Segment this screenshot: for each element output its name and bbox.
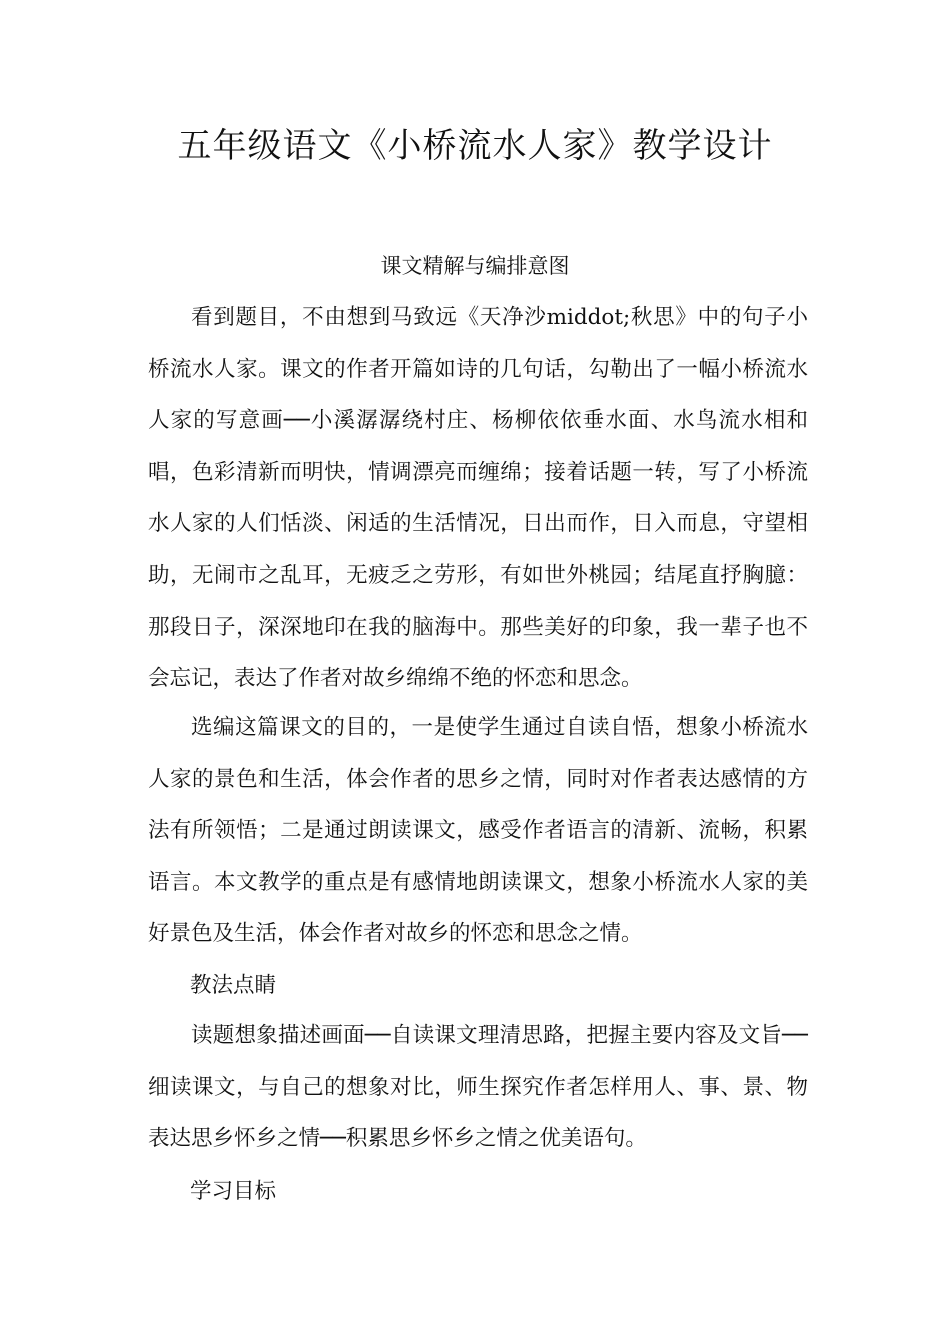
paragraph-purpose: 选编这篇课文的目的，一是使学生通过自读自悟，想象小桥流水人家的景色和生活，体会作者的思乡之情，同时对作者表达感情的方法有所领悟；二是通过朗读课文，感受作者语言的清新、流畅，积累语言。本文教学的重点是有感情地朗读课文，想象小桥流水人家的美好景色及生活，体会作者对故乡的怀恋和思念之情。 — [148, 715, 808, 947]
section-subtitle: 课文精解与编排意图 — [380, 254, 570, 278]
heading-teaching-method: 教法点睛 — [190, 973, 277, 998]
heading-learning-goals: 学习目标 — [190, 1179, 277, 1204]
paragraph-method: 读题想象描述画面──自读课文理清思路，把握主要内容及文旨──细读课文，与自己的想象对比，师生探究作者怎样用人、事、景、物表达思乡怀乡之情──积累思乡怀乡之情之优美语句。 — [148, 1023, 808, 1152]
document-title: 五年级语文《小桥流水人家》教学设计 — [177, 126, 773, 166]
paragraph-intro: 看到题目，不由想到马致远《天净沙middot;秋思》中的句子小桥流水人家。课文的作者开篇如诗的几句话，勾勒出了一幅小桥流水人家的写意画──小溪潺潺绕村庄、杨柳依依垂水面、水鸟流水相和唱，色彩清新而明快，情调漂亮而缠绵；接着话题一转，写了小桥流水人家的人们恬淡、闲适的生活情况，日出而作，日入而息，守望相助，无闹市之乱耳，无疲乏之劳形，有如世外桃园；结尾直抒胸臆：那段日子，深深地印在我的脑海中。那些美好的印象，我一辈子也不会忘记，表达了作者对故乡绵绵不绝的怀恋和思念。 — [148, 305, 808, 692]
